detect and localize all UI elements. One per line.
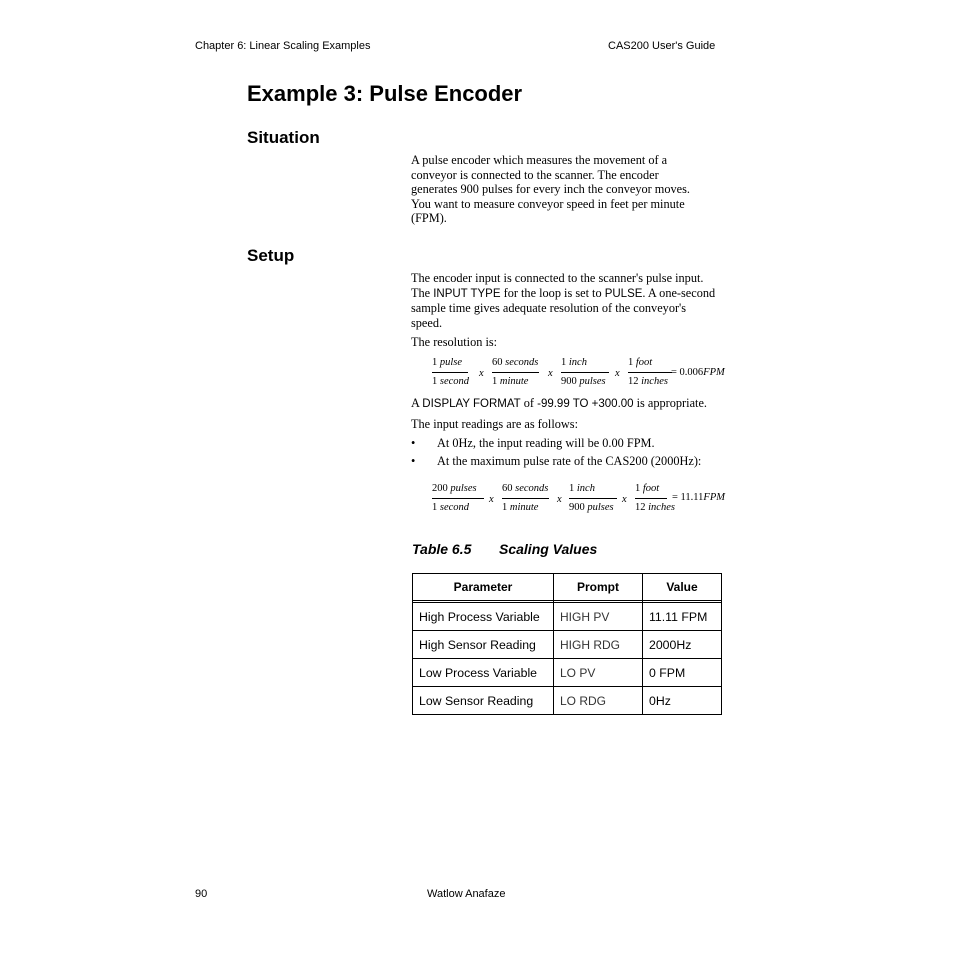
bullet-marker: • xyxy=(411,454,416,468)
setup-text: . A one-second xyxy=(642,285,716,300)
prompt-cell: HIGH PV xyxy=(554,603,643,631)
setup-text: The xyxy=(411,285,434,300)
setup-heading: Setup xyxy=(247,246,295,265)
prompt-cell: HIGH RDG xyxy=(554,631,643,659)
column-header-parameter: Parameter xyxy=(413,574,554,601)
fraction: 1 inch 900 pulses xyxy=(569,483,617,513)
situation-line: conveyor is connected to the scanner. The encoder xyxy=(411,167,659,182)
table-caption-title: Scaling Values xyxy=(499,541,598,557)
setup-line: The encoder input is connected to the scanner's pulse input. xyxy=(411,271,704,285)
table-row xyxy=(413,603,722,631)
parameter-cell: Low Process Variable xyxy=(413,659,554,687)
multiply-sign: x xyxy=(479,368,484,379)
fraction: 1 foot 12 inches xyxy=(628,357,672,387)
situation-line: You want to measure conveyor speed in feet per minute xyxy=(411,196,685,211)
equation-result: = 0.006FPM xyxy=(671,367,725,378)
prompt-cell: LO PV xyxy=(554,659,643,687)
setup-line: sample time gives adequate resolution of the conveyor's xyxy=(411,301,687,315)
situation-paragraph xyxy=(411,153,741,226)
page-number: 90 xyxy=(195,888,208,900)
bullet-marker: • xyxy=(411,436,416,450)
setup-line: speed. xyxy=(411,315,443,330)
value-cell: 2000Hz xyxy=(643,631,722,659)
running-header-guide: CAS200 User's Guide xyxy=(608,40,716,52)
situation-line: A pulse encoder which measures the movement of a xyxy=(411,153,668,167)
table-row xyxy=(413,631,722,659)
running-footer-publisher: Watlow Anafaze xyxy=(427,888,506,900)
fraction: 200 pulses 1 second xyxy=(432,483,484,513)
display-range-keyword: -99.99 TO +300.00 xyxy=(537,398,634,410)
fraction: 60 seconds 1 minute xyxy=(492,357,539,387)
pulse-keyword: PULSE xyxy=(604,287,643,300)
setup-paragraph xyxy=(411,271,746,330)
table-row xyxy=(413,687,722,715)
fraction: 1 inch 900 pulses xyxy=(561,357,609,387)
column-header-prompt: Prompt xyxy=(554,574,643,601)
page-title: Example 3: Pulse Encoder xyxy=(247,81,523,106)
parameter-cell: High Process Variable xyxy=(413,603,554,631)
prompt-cell: LO RDG xyxy=(554,687,643,715)
parameter-cell: High Sensor Reading xyxy=(413,631,554,659)
table-caption-number: Table 6.5 xyxy=(412,541,472,557)
display-format-line: A DISPLAY FORMAT of -99.99 TO +300.00 is appropriate. xyxy=(411,396,707,410)
column-header-value: Value xyxy=(643,574,722,601)
resolution-label: The resolution is: xyxy=(411,335,498,349)
setup-text: for the loop is set to xyxy=(500,285,605,300)
table-header-row xyxy=(413,574,722,601)
situation-line: (FPM). xyxy=(411,211,447,225)
scaling-values-table xyxy=(412,573,722,715)
readings-label: The input readings are as follows: xyxy=(411,417,578,431)
running-header-chapter: Chapter 6: Linear Scaling Examples xyxy=(195,40,371,52)
equation-result: = 11.11FPM xyxy=(672,492,725,503)
situation-heading: Situation xyxy=(247,128,320,147)
table-row xyxy=(413,659,722,687)
multiply-sign: x xyxy=(489,494,494,505)
multiply-sign: x xyxy=(557,494,562,505)
multiply-sign: x xyxy=(548,368,553,379)
fraction: 1 pulse 1 second xyxy=(432,357,470,387)
parameter-cell: Low Sensor Reading xyxy=(413,687,554,715)
value-cell: 11.11 FPM xyxy=(643,603,722,631)
display-format-keyword: DISPLAY FORMAT xyxy=(422,398,521,410)
input-type-keyword: INPUT TYPE xyxy=(433,287,501,300)
fraction: 60 seconds 1 minute xyxy=(502,483,549,513)
situation-line: generates 900 pulses for every inch the conveyor moves. xyxy=(411,182,690,196)
multiply-sign: x xyxy=(615,368,620,379)
fraction: 1 foot 12 inches xyxy=(635,483,675,513)
value-cell: 0Hz xyxy=(643,687,722,715)
multiply-sign: x xyxy=(622,494,627,505)
bullet-item: At 0Hz, the input reading will be 0.00 FPM. xyxy=(437,436,655,450)
value-cell: 0 FPM xyxy=(643,659,722,687)
bullet-item: At the maximum pulse rate of the CAS200 (2000Hz): xyxy=(437,454,702,468)
